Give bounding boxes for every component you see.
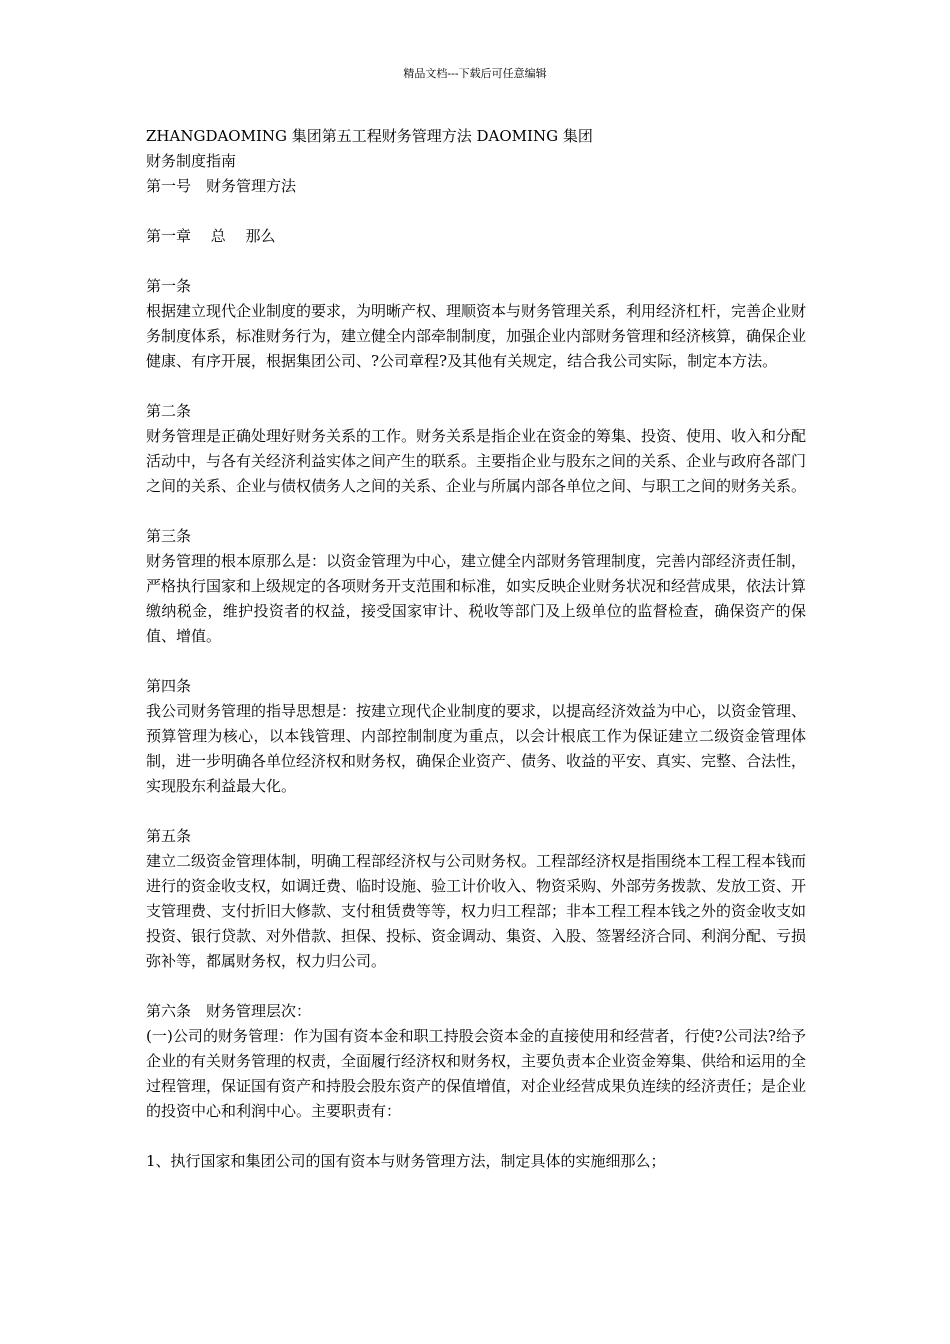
article-5-body: 建立二级资金管理体制，明确工程部经济权与公司财务权。工程部经济权是指围绕本工程工程本钱而进行的资金收支权，如调迁费、临时设施、验工计价收入、物资采购、外部劳务拨款、发放工资、开支管理费、支付折旧大修款、支付租赁费等等，权力归工程部；非本工程工程本钱之外的资金收支如投资、银行贷款、对外借款、担保、投标、资金调动、集资、入股、签署经济合同、利润分配、亏损弥补等，都属财务权，权力归公司。 — [146, 852, 807, 970]
article-4-title: 第四条 — [146, 677, 192, 695]
article-3-body: 财务管理的根本原那么是：以资金管理为中心，建立健全内部财务管理制度，完善内部经济责任制，严格执行国家和上级规定的各项财务开支范围和标准，如实反映企业财务状况和经营成果，依法计算缴纳税金，维护投资者的权益，接受国家审计、税收等部门及上级单位的监督检查，确保资产的保值、增值。 — [146, 552, 807, 645]
spacer — [146, 249, 806, 274]
page-header: 精品文档---下载后可任意编辑 — [403, 67, 547, 80]
article-2-title: 第二条 — [146, 402, 192, 420]
spacer — [146, 799, 806, 824]
list-item-1: 1、执行国家和集团公司的国有资本与财务管理方法，制定具体的实施细那么； — [146, 1152, 666, 1170]
article-6-body: (一)公司的财务管理：作为国有资本金和职工持股会资本金的直接使用和经营者，行使?公司法?给予企业的有关财务管理的权责，全面履行经济权和财务权，主要负责本企业资金筹集、供给和运用的全过程管理，保证国有资产和持股会股东资产的保值增值，对企业经营成果负连续的经济责任；是企业的投资中心和利润中心。主要职责有： — [146, 1027, 807, 1120]
doc-title-line-2: 财务制度指南 — [146, 152, 237, 170]
chapter-heading: 第一章 总 那么 — [146, 227, 276, 245]
article-4-body: 我公司财务管理的指导思想是：按建立现代企业制度的要求，以提高经济效益为中心，以资金管理、预算管理为核心，以本钱管理、内部控制制度为重点，以会计根底工作为保证建立二级资金管理体制，进一步明确各单位经济权和财务权，确保企业资产、债务、收益的平安、真实、完整、合法性，实现股东利益最大化。 — [146, 702, 807, 795]
article-5-title: 第五条 — [146, 827, 192, 845]
article-1-body: 根据建立现代企业制度的要求，为明晰产权、理顺资本与财务管理关系，利用经济杠杆，完善企业财务制度体系，标准财务行为，建立健全内部牵制制度，加强企业内部财务管理和经济核算，确保企业健康、有序开展，根据集团公司、?公司章程?及其他有关规定，结合我公司实际，制定本方法。 — [146, 302, 807, 370]
article-1-title: 第一条 — [146, 277, 192, 295]
article-3-title: 第三条 — [146, 527, 192, 545]
spacer — [146, 1124, 806, 1149]
article-2-body: 财务管理是正确处理好财务关系的工作。财务关系是指企业在资金的筹集、投资、使用、收入和分配活动中，与各有关经济利益实体之间产生的联系。主要指企业与股东之间的关系、企业与政府各部门之间的关系、企业与债权债务人之间的关系、企业与所属内部各单位之间、与职工之间的财务关系。 — [146, 427, 807, 495]
article-6-title: 第六条 财务管理层次： — [146, 1002, 312, 1020]
doc-title-line-3: 第一号 财务管理方法 — [146, 177, 297, 195]
spacer — [146, 199, 806, 224]
doc-title-line-1: ZHANGDAOMING 集团第五工程财务管理方法 DAOMING 集团 — [146, 127, 593, 145]
spacer — [146, 499, 806, 524]
spacer — [146, 374, 806, 399]
spacer — [146, 974, 806, 999]
spacer — [146, 649, 806, 674]
document-body — [146, 124, 806, 1174]
